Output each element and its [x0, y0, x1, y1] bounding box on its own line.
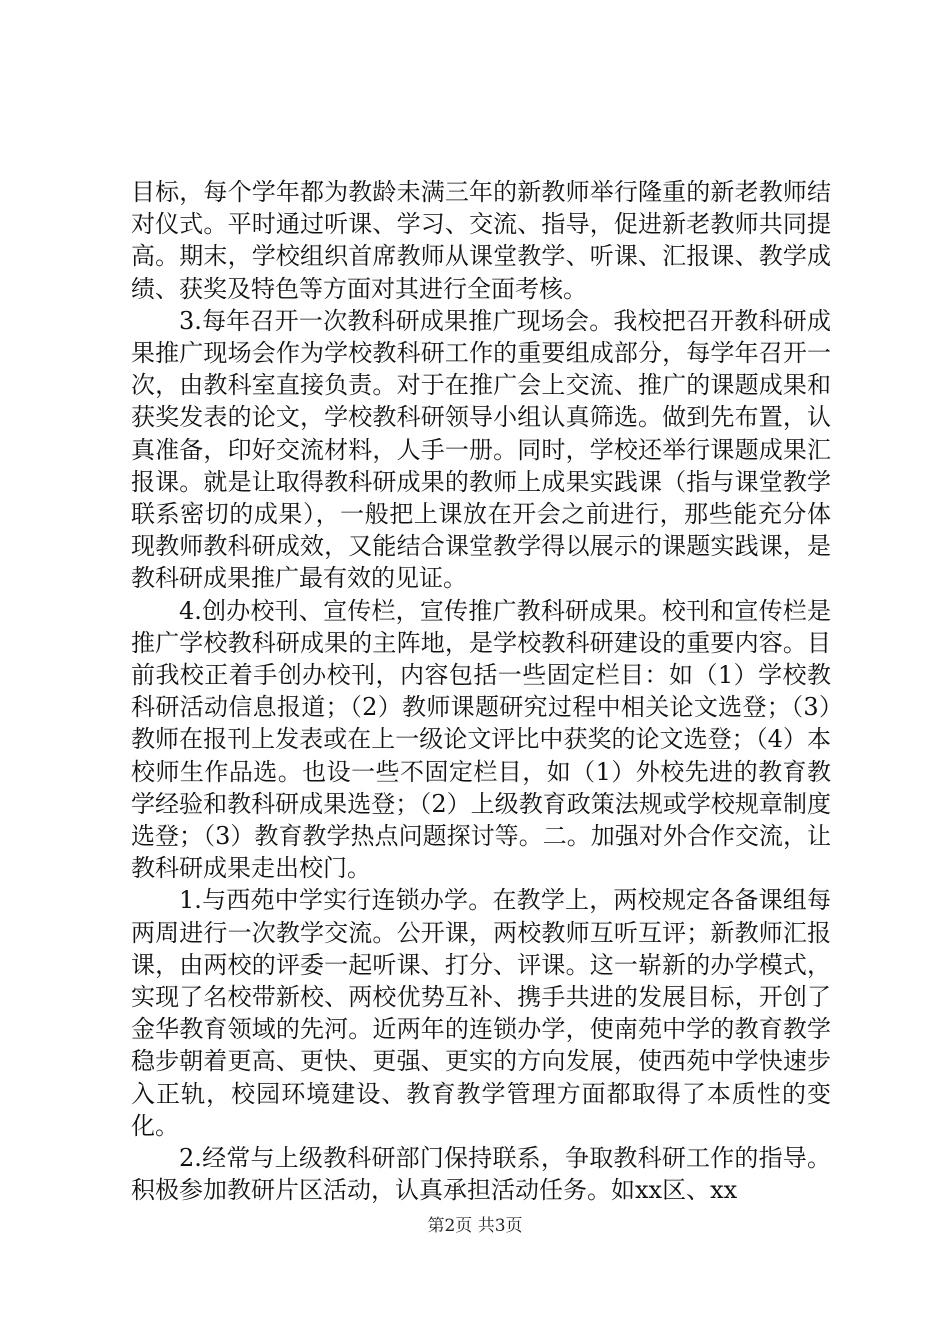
- paragraph-item-4: 4.创办校刊、宣传栏，宣传推广教科研成果。校刊和宣传栏是推广学校教科研成果的主阵地，是学校教科研建设的重要内容。目前我校正着手创办校刊，内容包括一些固定栏目：如（1）学校教科研活动信息报道；（2）教师课题研究过程中相关论文选登；（3）教师在报刊上发表或在上一级论文评比中获奖的论文选登；（4）本校师生作品选。也设一些不固定栏目，如（1）外校先进的教育教学经验和教科研成果选登；（2）上级教育政策法规或学校规章制度选登；（3）教育教学热点问题探讨等。二。加强对外合作交流，让教科研成果走出校门。: [131, 596, 831, 883]
- paragraph-continuation: 目标，每个学年都为教龄未满三年的新教师举行隆重的新老教师结对仪式。平时通过听课、学习、交流、指导，促进新老教师共同提高。期末，学校组织首席教师从课堂教学、听课、汇报课、教学成绩、获奖及特色等方面对其进行全面考核。: [131, 178, 831, 303]
- document-body: [131, 176, 831, 1207]
- page-number-footer: 第2页 共3页: [427, 1216, 523, 1236]
- paragraph-item-1: 1.与西苑中学实行连锁办学。在教学上，两校规定各备课组每两周进行一次教学交流。公开课，两校教师互听互评；新教师汇报课，由两校的评委一起听课、打分、评课。这一崭新的办学模式，实现了名校带新校、两校优势互补、携手共进的发展目标，开创了金华教育领域的先河。近两年的连锁办学，使南苑中学的教育教学稳步朝着更高、更快、更强、更实的方向发展，使西苑中学快速步入正轨，校园环境建设、教育教学管理方面都取得了本质性的变化。: [131, 886, 831, 1140]
- paragraph-item-2: 2.经常与上级教科研部门保持联系，争取教科研工作的指导。积极参加教研片区活动，认真承担活动任务。如xx区、xx: [131, 1144, 831, 1205]
- paragraph-item-3: 3.每年召开一次教科研成果推广现场会。我校把召开教科研成果推广现场会作为学校教科研工作的重要组成部分，每学年召开一次，由教科室直接负责。对于在推广会上交流、推广的课题成果和获奖发表的论文，学校教科研领导小组认真筛选。做到先布置，认真准备，印好交流材料，人手一册。同时，学校还举行课题成果汇报课。就是让取得教科研成果的教师上成果实践课（指与课堂教学联系密切的成果），一般把上课放在开会之前进行，那些能充分体现教师教科研成效，又能结合课堂教学得以展示的课题实践课，是教科研成果推广最有效的见证。: [131, 306, 831, 593]
